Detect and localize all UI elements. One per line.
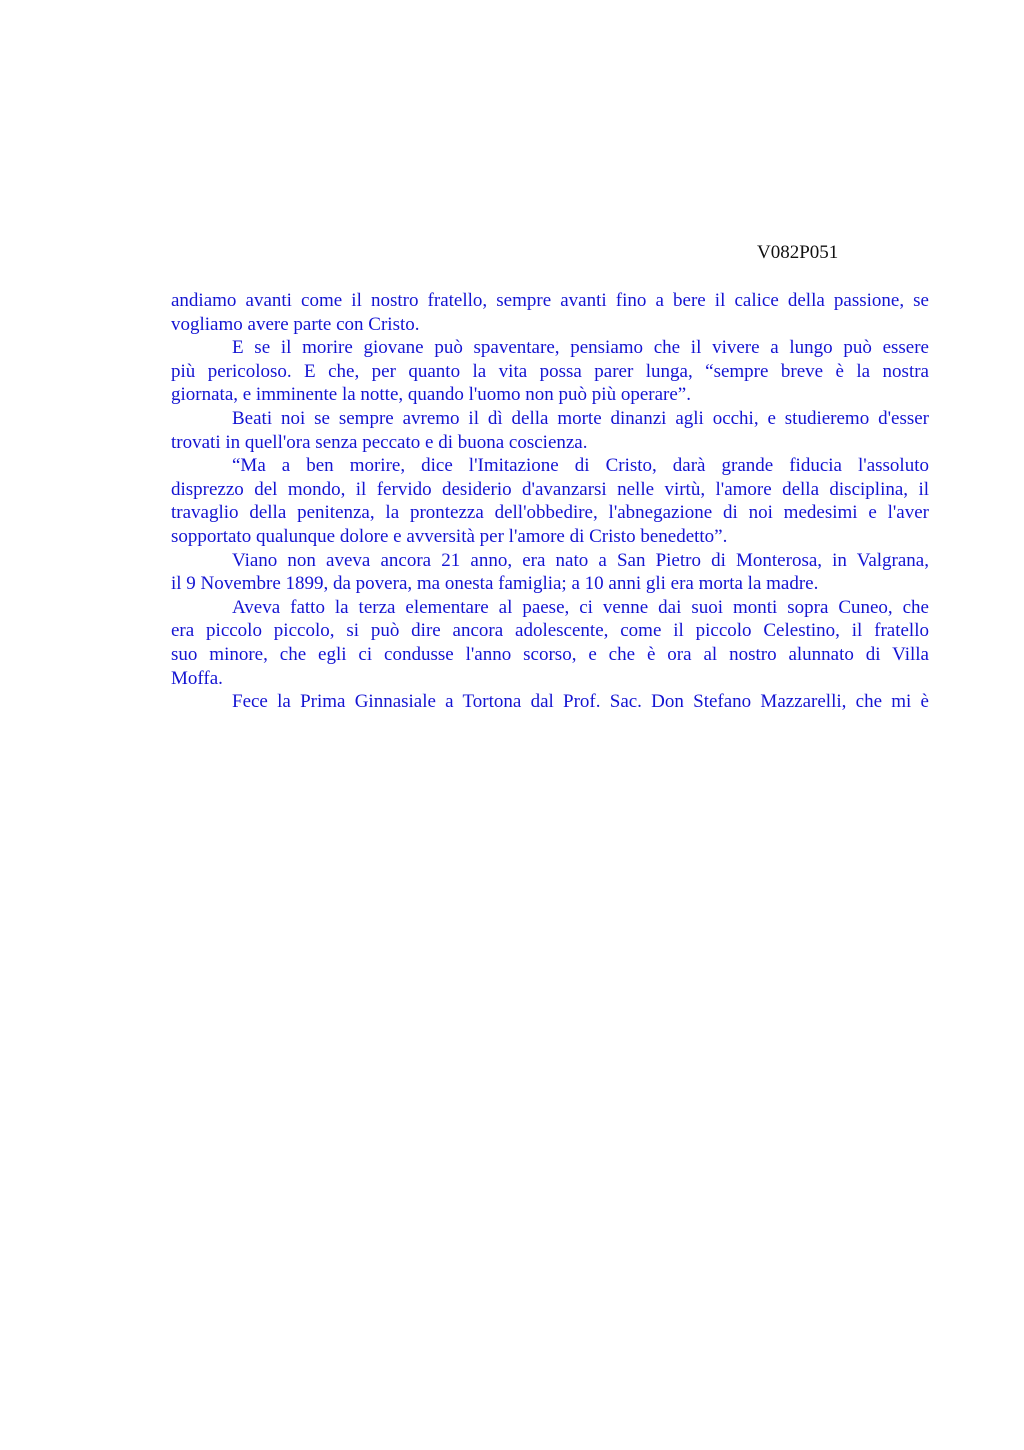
text-line: il 9 Novembre 1899, da povera, ma onesta famiglia; a 10 anni gli era morta la madre. xyxy=(171,573,819,595)
page-code: V082P051 xyxy=(757,242,839,263)
text-line: disprezzo del mondo, il fervido desiderio d'avanzarsi nelle virtù, l'amore della disciplina, il xyxy=(171,478,929,500)
paragraph-first-line: E se il morire giovane può spaventare, pensiamo che il vivere a lungo può essere xyxy=(232,337,929,359)
paragraph-first-line: Beati noi se sempre avremo il dì della morte dinanzi agli occhi, e studieremo d'esser xyxy=(232,407,929,429)
text-line: travaglio della penitenza, la prontezza dell'obbedire, l'abnegazione di noi medesimi e l'aver xyxy=(171,502,929,524)
paragraph-first-line: Viano non aveva ancora 21 anno, era nato a San Pietro di Monterosa, in Valgrana, xyxy=(232,549,929,571)
document-body xyxy=(171,289,929,714)
text-line: più pericoloso. E che, per quanto la vita possa parer lunga, “sempre breve è la nostra xyxy=(171,360,929,382)
paragraph-first-line: Fece la Prima Ginnasiale a Tortona dal Prof. Sac. Don Stefano Mazzarelli, che mi è xyxy=(232,691,929,713)
text-line: Moffa. xyxy=(171,667,223,689)
text-line: giornata, e imminente la notte, quando l'uomo non può più operare”. xyxy=(171,384,691,406)
text-line: suo minore, che egli ci condusse l'anno scorso, e che è ora al nostro alunnato di Villa xyxy=(171,643,929,665)
text-line: sopportato qualunque dolore e avversità per l'amore di Cristo benedetto”. xyxy=(171,525,728,547)
paragraph-first-line: Aveva fatto la terza elementare al paese, ci venne dai suoi monti sopra Cuneo, che xyxy=(232,596,929,618)
paragraph-first-line: “Ma a ben morire, dice l'Imitazione di Cristo, darà grande fiducia l'assoluto xyxy=(232,455,929,477)
text-line: andiamo avanti come il nostro fratello, sempre avanti fino a bere il calice della passione, se xyxy=(171,290,929,311)
text-line: vogliamo avere parte con Cristo. xyxy=(171,313,420,335)
text-line: trovati in quell'ora senza peccato e di buona coscienza. xyxy=(171,431,588,453)
text-line: era piccolo piccolo, si può dire ancora adolescente, come il piccolo Celestino, il fratello xyxy=(171,620,929,642)
